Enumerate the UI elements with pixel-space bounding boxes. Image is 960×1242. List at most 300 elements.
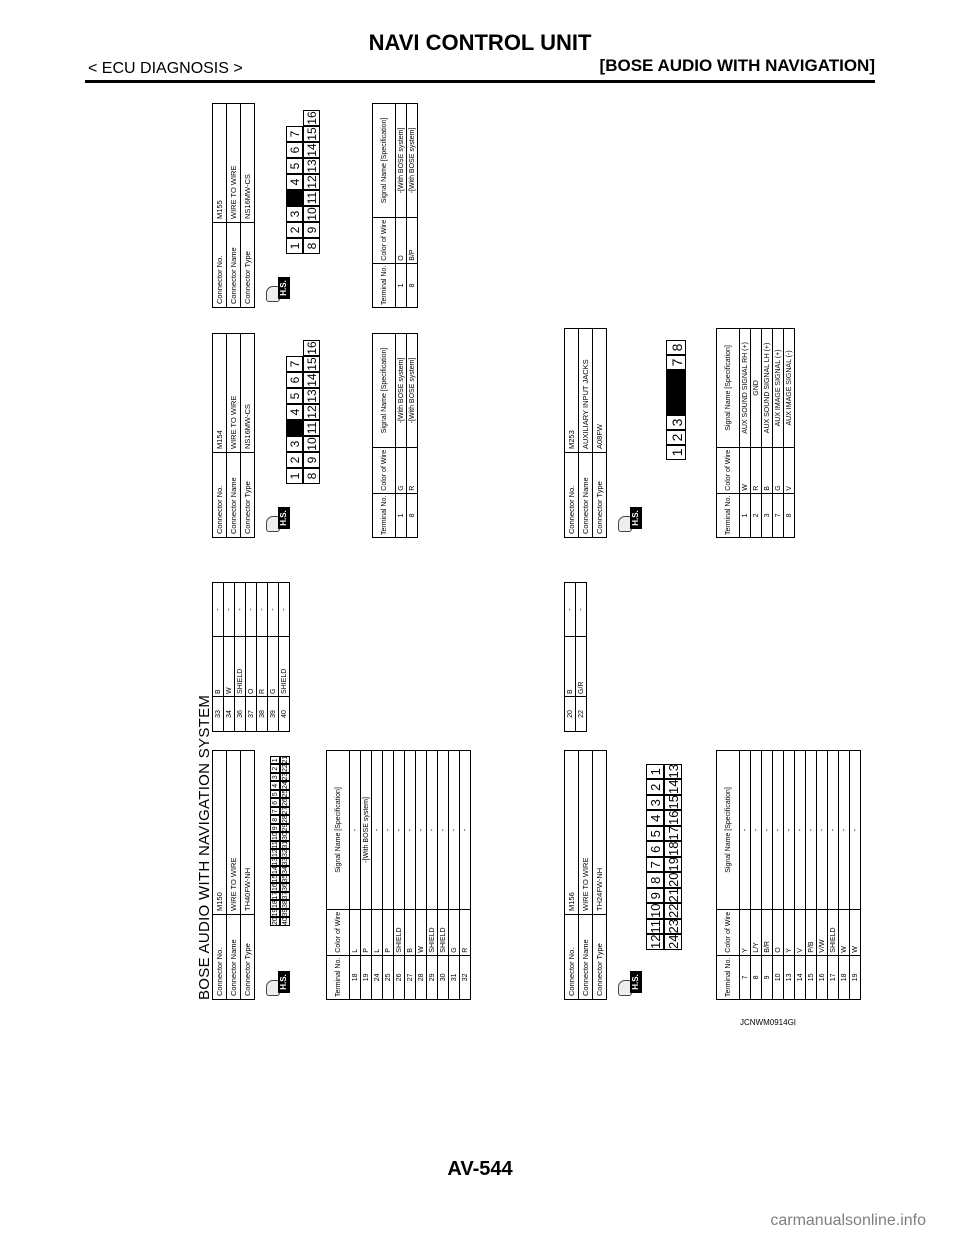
wire-color-cell: R: [257, 637, 268, 697]
terminal-no-cell: 19: [850, 955, 861, 999]
signal-name-cell: -: [751, 751, 762, 910]
signal-name-cell: -: [350, 751, 361, 910]
diagram-title: BOSE AUDIO WITH NAVIGATION SYSTEM: [196, 694, 213, 1000]
wire-color-cell: B/R: [762, 909, 773, 955]
wire-color-cell: B: [565, 637, 576, 697]
terminal-no-cell: 39: [268, 697, 279, 732]
pin-cell: 20: [272, 917, 279, 925]
pin-cell: 14: [305, 373, 319, 387]
pin-cell: 16: [305, 341, 319, 355]
signal-name-cell: -: [576, 583, 587, 637]
pin-cell: 14: [272, 866, 279, 874]
pin-cell: 1: [286, 238, 303, 254]
terminal-no-cell: 8: [784, 493, 795, 537]
table-row: [817, 751, 828, 1000]
pin-cell: 5: [286, 158, 303, 174]
wire-color-cell: L/Y: [751, 909, 762, 955]
table-row: [383, 751, 394, 1000]
wire-color-cell: Y: [784, 909, 795, 955]
pin-cell: 3: [270, 773, 280, 782]
table-row: [784, 329, 795, 538]
connector-name-value: WIRE TO WIRE: [579, 751, 593, 915]
pin-cell: 8: [270, 816, 280, 825]
wire-color-cell: V/W: [817, 909, 828, 955]
pin-cell: 1: [270, 756, 280, 765]
connector-type-value: NS16MW-CS: [241, 104, 255, 223]
signal-name-cell: -: [565, 583, 576, 637]
wire-color-cell: G: [773, 447, 784, 493]
connector-no-value: M156: [565, 751, 579, 915]
wire-color-cell: Y: [740, 909, 751, 955]
signal-name-cell: -: [850, 751, 861, 910]
terminal-no-cell: 1: [740, 493, 751, 537]
pin-cell: 4: [286, 174, 303, 190]
blocked-pin-cell: [666, 370, 686, 385]
table-row: [828, 751, 839, 1000]
terminal-no-cell: 16: [817, 955, 828, 999]
table-row: [279, 583, 290, 732]
pin-cell: 24: [666, 934, 681, 949]
table-row: [740, 329, 751, 538]
signal-name-cell: -: [762, 751, 773, 910]
wire-color-cell: SHIELD: [279, 637, 290, 697]
pin-cell: 36: [282, 883, 289, 891]
terminal-no-cell: 31: [449, 955, 460, 999]
pin-cell: 3: [286, 206, 303, 222]
connector-m154: [212, 333, 255, 538]
pin-cell: 5: [270, 790, 280, 799]
signal-name-cell: -: [839, 751, 850, 910]
section-label: < ECU DIAGNOSIS >: [88, 60, 243, 77]
wire-color-cell: G: [268, 637, 279, 697]
label-connector-type: Connector Type: [241, 223, 255, 308]
wire-color-cell: SHIELD: [438, 909, 449, 955]
pin-cell: 22: [666, 903, 681, 918]
connector-type-value: TH24FW-NH: [593, 751, 607, 915]
pin-cell: 9: [303, 222, 320, 238]
hs-icon: [266, 506, 292, 532]
table-row: [839, 751, 850, 1000]
pin-table-m156-continued: [564, 582, 587, 732]
pin-cell: 4: [286, 404, 303, 420]
blocked-pin-cell: [286, 190, 303, 206]
pin-cell: 1: [666, 445, 686, 460]
hs-icon: [266, 970, 292, 996]
pin-cell: 2: [270, 765, 280, 774]
connector-m150: [212, 750, 255, 1000]
connector-face-m154: [286, 340, 320, 484]
signal-name-cell: -: [449, 751, 460, 910]
terminal-no-cell: 8: [407, 493, 418, 537]
pin-cell: 1: [286, 468, 303, 484]
connector-name-value: WIRE TO WIRE: [227, 751, 241, 915]
wire-color-cell: V: [795, 909, 806, 955]
table-row: [806, 751, 817, 1000]
connector-no-value: M253: [565, 329, 579, 453]
table-row: [751, 329, 762, 538]
pin-cell: 10: [272, 832, 279, 840]
pin-cell: 6: [270, 799, 280, 808]
pin-cell: 15: [305, 127, 319, 141]
pin-cell: 31: [282, 840, 289, 849]
label-connector-name: Connector Name: [227, 223, 241, 308]
table-row: [213, 583, 224, 732]
signal-name-cell: -: [394, 751, 405, 910]
table-row: [416, 751, 427, 1000]
pin-cell: 7: [666, 355, 686, 370]
signal-name-cell: -: [795, 751, 806, 910]
table-row: [396, 104, 407, 308]
blocked-pin-cell: [666, 400, 686, 415]
system-label: [BOSE AUDIO WITH NAVIGATION]: [599, 56, 875, 75]
terminal-no-cell: 20: [565, 697, 576, 732]
pin-cell: 10: [305, 437, 319, 451]
pin-cell: 18: [272, 900, 279, 908]
pin-cell: 8: [646, 873, 664, 889]
pin-cell: 19: [272, 908, 279, 917]
page-number: AV-544: [447, 1158, 513, 1180]
pin-cell: 13: [272, 857, 279, 866]
signal-name-cell: AUX IMAGE SIGNAL (+): [773, 329, 784, 448]
signal-name-cell: -: [438, 751, 449, 910]
pin-cell: 8: [303, 238, 320, 254]
signal-name-cell: -[With BOSE system]: [407, 334, 418, 448]
col-signal-name: Signal Name [Specification]: [373, 334, 396, 448]
table-row: [565, 583, 576, 732]
pin-cell: 10: [648, 903, 663, 918]
pin-cell: 12: [648, 934, 663, 949]
table-row: [427, 751, 438, 1000]
wire-color-cell: B: [405, 909, 416, 955]
pin-cell: 2: [286, 222, 303, 238]
terminal-no-cell: 13: [784, 955, 795, 999]
terminal-no-cell: 14: [795, 955, 806, 999]
pin-cell: 6: [286, 142, 303, 158]
label-connector-no: Connector No.: [565, 915, 579, 1000]
label-connector-type: Connector Type: [241, 915, 255, 1000]
label-connector-name: Connector Name: [227, 915, 241, 1000]
connector-type-value: A08FW: [593, 329, 607, 453]
wire-color-cell: P: [383, 909, 394, 955]
signal-name-cell: -: [427, 751, 438, 910]
pin-cell: 3: [286, 436, 303, 452]
signal-name-cell: -: [224, 583, 235, 637]
pin-cell: 23: [282, 772, 289, 781]
pin-cell: 7: [646, 857, 664, 873]
label-connector-name: Connector Name: [227, 453, 241, 538]
hs-label: H.S.: [278, 277, 290, 299]
pin-cell: 14: [666, 779, 681, 794]
connector-type-value: TH40FW-NH: [241, 751, 255, 915]
signal-name-cell: -[With BOSE system]: [407, 104, 418, 218]
pin-cell: 5: [286, 388, 303, 404]
terminal-no-cell: 18: [839, 955, 850, 999]
connector-diagram-sheet: [196, 100, 859, 1000]
connector-no-value: M155: [213, 104, 227, 223]
pin-cell: 20: [666, 872, 681, 887]
hs-label: H.S.: [278, 507, 290, 529]
pin-cell: 32: [282, 849, 289, 857]
table-row: [350, 751, 361, 1000]
wire-color-cell: R: [751, 447, 762, 493]
signal-name-cell: GND: [751, 329, 762, 448]
label-connector-no: Connector No.: [565, 453, 579, 538]
terminal-no-cell: 27: [405, 955, 416, 999]
signal-name-cell: -: [279, 583, 290, 637]
signal-name-cell: AUX SOUND SIGNAL LH (+): [762, 329, 773, 448]
pin-cell: 15: [305, 357, 319, 371]
terminal-no-cell: 17: [828, 955, 839, 999]
label-connector-no: Connector No.: [213, 453, 227, 538]
table-row: [773, 329, 784, 538]
table-row: [762, 751, 773, 1000]
pin-cell: 9: [270, 824, 280, 833]
signal-name-cell: AUX SOUND SIGNAL RH (+): [740, 329, 751, 448]
connector-type-value: NS16MW-CS: [241, 334, 255, 453]
wire-color-cell: B/P: [407, 217, 418, 263]
pin-cell: 16: [272, 883, 279, 891]
blocked-pin-cell: [286, 420, 303, 436]
pin-cell: 13: [305, 389, 319, 403]
wire-color-cell: R: [407, 447, 418, 493]
signal-name-cell: -: [828, 751, 839, 910]
pin-cell: 38: [282, 900, 289, 908]
table-row: [773, 751, 784, 1000]
pin-cell: 15: [272, 874, 279, 883]
pin-cell: 5: [646, 826, 664, 842]
wire-color-cell: SHIELD: [828, 909, 839, 955]
terminal-no-cell: 1: [396, 263, 407, 307]
terminal-no-cell: 15: [806, 955, 817, 999]
signal-name-cell: -[With BOSE system]: [396, 334, 407, 448]
wire-color-cell: O: [396, 217, 407, 263]
wire-color-cell: SHIELD: [235, 637, 246, 697]
signal-name-cell: -: [383, 751, 394, 910]
connector-m156: [564, 750, 607, 1000]
wire-color-cell: SHIELD: [427, 909, 438, 955]
pin-cell: 8: [303, 468, 320, 484]
pin-cell: 35: [282, 874, 289, 883]
col-color-of-wire: Color of Wire: [327, 909, 350, 955]
pin-cell: 11: [648, 920, 663, 934]
wire-color-cell: O: [773, 909, 784, 955]
wire-color-cell: W: [416, 909, 427, 955]
pin-cell: 6: [286, 372, 303, 388]
pin-cell: 3: [666, 415, 686, 430]
signal-name-cell: -: [213, 583, 224, 637]
label-connector-name: Connector Name: [579, 915, 593, 1000]
pin-cell: 12: [305, 175, 319, 189]
signal-name-cell: -: [806, 751, 817, 910]
table-row: [268, 583, 279, 732]
signal-name-cell: -: [460, 751, 471, 910]
label-connector-no: Connector No.: [213, 915, 227, 1000]
terminal-no-cell: 18: [350, 955, 361, 999]
signal-name-cell: -[With BOSE system]: [396, 104, 407, 218]
terminal-no-cell: 33: [213, 697, 224, 732]
wire-color-cell: SHIELD: [394, 909, 405, 955]
terminal-no-cell: 7: [740, 955, 751, 999]
col-color-of-wire: Color of Wire: [373, 447, 396, 493]
wire-color-cell: B: [213, 637, 224, 697]
pin-cell: 17: [272, 891, 279, 900]
connector-name-value: WIRE TO WIRE: [227, 334, 241, 453]
pin-table-m156: [716, 750, 861, 1000]
terminal-no-cell: 34: [224, 697, 235, 732]
wire-color-cell: G: [396, 447, 407, 493]
pin-cell: 16: [305, 111, 319, 125]
pin-cell: 1: [646, 764, 664, 780]
terminal-no-cell: 3: [762, 493, 773, 537]
terminal-no-cell: 7: [773, 493, 784, 537]
table-row: [394, 751, 405, 1000]
terminal-no-cell: 22: [576, 697, 587, 732]
wire-color-cell: G/R: [576, 637, 587, 697]
terminal-no-cell: 26: [394, 955, 405, 999]
pin-cell: 24: [282, 781, 289, 789]
table-row: [576, 583, 587, 732]
col-signal-name: Signal Name [Specification]: [717, 751, 740, 910]
pin-table-m154: [372, 333, 418, 538]
connector-name-value: AUXILIARY INPUT JACKS: [579, 329, 593, 453]
pin-cell: 12: [305, 405, 319, 419]
terminal-no-cell: 25: [383, 955, 394, 999]
page-title: NAVI CONTROL UNIT: [368, 30, 592, 55]
pin-table-m150-continued: [212, 582, 290, 732]
pin-cell: 13: [666, 764, 681, 779]
terminal-no-cell: 36: [235, 697, 246, 732]
hs-label: H.S.: [630, 507, 642, 529]
wire-color-cell: W: [224, 637, 235, 697]
blocked-pin-cell: [666, 385, 686, 400]
terminal-no-cell: 24: [372, 955, 383, 999]
pin-cell: 9: [646, 888, 664, 904]
watermark: carmanualsonline.info: [770, 1212, 926, 1229]
table-row: [460, 751, 471, 1000]
signal-name-cell: -: [740, 751, 751, 910]
table-row: [396, 334, 407, 538]
table-row: [850, 751, 861, 1000]
pin-cell: 7: [270, 807, 280, 816]
pin-cell: 10: [305, 207, 319, 221]
connector-face-m150: [270, 756, 290, 926]
col-color-of-wire: Color of Wire: [717, 909, 740, 955]
pin-cell: 9: [303, 452, 320, 468]
header-rule: [85, 80, 875, 83]
pin-cell: 3: [646, 795, 664, 811]
wire-color-cell: P/B: [806, 909, 817, 955]
pin-cell: 30: [282, 832, 289, 840]
pin-cell: 11: [272, 841, 279, 849]
wire-color-cell: G: [449, 909, 460, 955]
table-row: [405, 751, 416, 1000]
pin-cell: 2: [666, 430, 686, 445]
hs-label: H.S.: [278, 971, 290, 993]
wire-color-cell: L: [350, 909, 361, 955]
terminal-no-cell: 37: [246, 697, 257, 732]
connector-info-table: [212, 750, 255, 1000]
table-row: [235, 583, 246, 732]
table-row: [372, 751, 383, 1000]
terminal-no-cell: 32: [460, 955, 471, 999]
terminal-no-cell: 30: [438, 955, 449, 999]
terminal-no-cell: 8: [407, 263, 418, 307]
table-row: [762, 329, 773, 538]
terminal-no-cell: 19: [361, 955, 372, 999]
signal-name-cell: -: [416, 751, 427, 910]
col-signal-name: Signal Name [Specification]: [717, 329, 740, 448]
col-terminal-no: Terminal No.: [717, 493, 740, 537]
pin-table-m150: [326, 750, 471, 1000]
col-color-of-wire: Color of Wire: [373, 217, 396, 263]
figure-code: JCNWM0914GI: [740, 1018, 797, 1027]
label-connector-name: Connector Name: [579, 453, 593, 538]
col-terminal-no: Terminal No.: [373, 263, 396, 307]
wire-color-cell: L: [372, 909, 383, 955]
terminal-no-cell: 10: [773, 955, 784, 999]
pin-cell: 22: [282, 764, 289, 772]
signal-name-cell: -: [257, 583, 268, 637]
pin-cell: 29: [282, 823, 289, 832]
pin-cell: 8: [666, 340, 686, 355]
table-row: [361, 751, 372, 1000]
signal-name-cell: -: [773, 751, 784, 910]
terminal-no-cell: 40: [279, 697, 290, 732]
terminal-no-cell: 8: [751, 955, 762, 999]
pin-cell: 13: [305, 159, 319, 173]
hs-icon: [266, 276, 292, 302]
pin-cell: 21: [666, 888, 681, 903]
pin-cell: 6: [646, 842, 664, 858]
signal-name-cell: -: [235, 583, 246, 637]
terminal-no-cell: 28: [416, 955, 427, 999]
terminal-no-cell: 2: [751, 493, 762, 537]
signal-name-cell: -: [817, 751, 828, 910]
col-terminal-no: Terminal No.: [327, 955, 350, 999]
signal-name-cell: -: [246, 583, 257, 637]
table-row: [449, 751, 460, 1000]
pin-cell: 4: [270, 782, 280, 791]
pin-cell: 2: [646, 780, 664, 796]
pin-cell: 25: [282, 789, 289, 798]
hs-icon: [618, 506, 644, 532]
terminal-no-cell: 1: [396, 493, 407, 537]
connector-face-m253: [666, 340, 686, 460]
wire-color-cell: P: [361, 909, 372, 955]
wire-color-cell: O: [246, 637, 257, 697]
table-row: [438, 751, 449, 1000]
terminal-no-cell: 38: [257, 697, 268, 732]
table-row: [224, 583, 235, 732]
table-row: [751, 751, 762, 1000]
label-connector-type: Connector Type: [593, 453, 607, 538]
signal-name-cell: -[With BOSE system]: [361, 751, 372, 910]
pin-cell: 15: [666, 795, 681, 810]
table-row: [257, 583, 268, 732]
pin-cell: 39: [282, 908, 289, 917]
label-connector-type: Connector Type: [241, 453, 255, 538]
wire-color-cell: W: [850, 909, 861, 955]
table-row: [246, 583, 257, 732]
col-signal-name: Signal Name [Specification]: [373, 104, 396, 218]
wire-color-cell: B: [762, 447, 773, 493]
pin-cell: 11: [305, 191, 319, 205]
pin-cell: 12: [272, 849, 279, 857]
pin-cell: 23: [666, 919, 681, 934]
pin-cell: 27: [282, 806, 289, 815]
pin-cell: 26: [282, 798, 289, 806]
pin-cell: 18: [666, 841, 681, 856]
